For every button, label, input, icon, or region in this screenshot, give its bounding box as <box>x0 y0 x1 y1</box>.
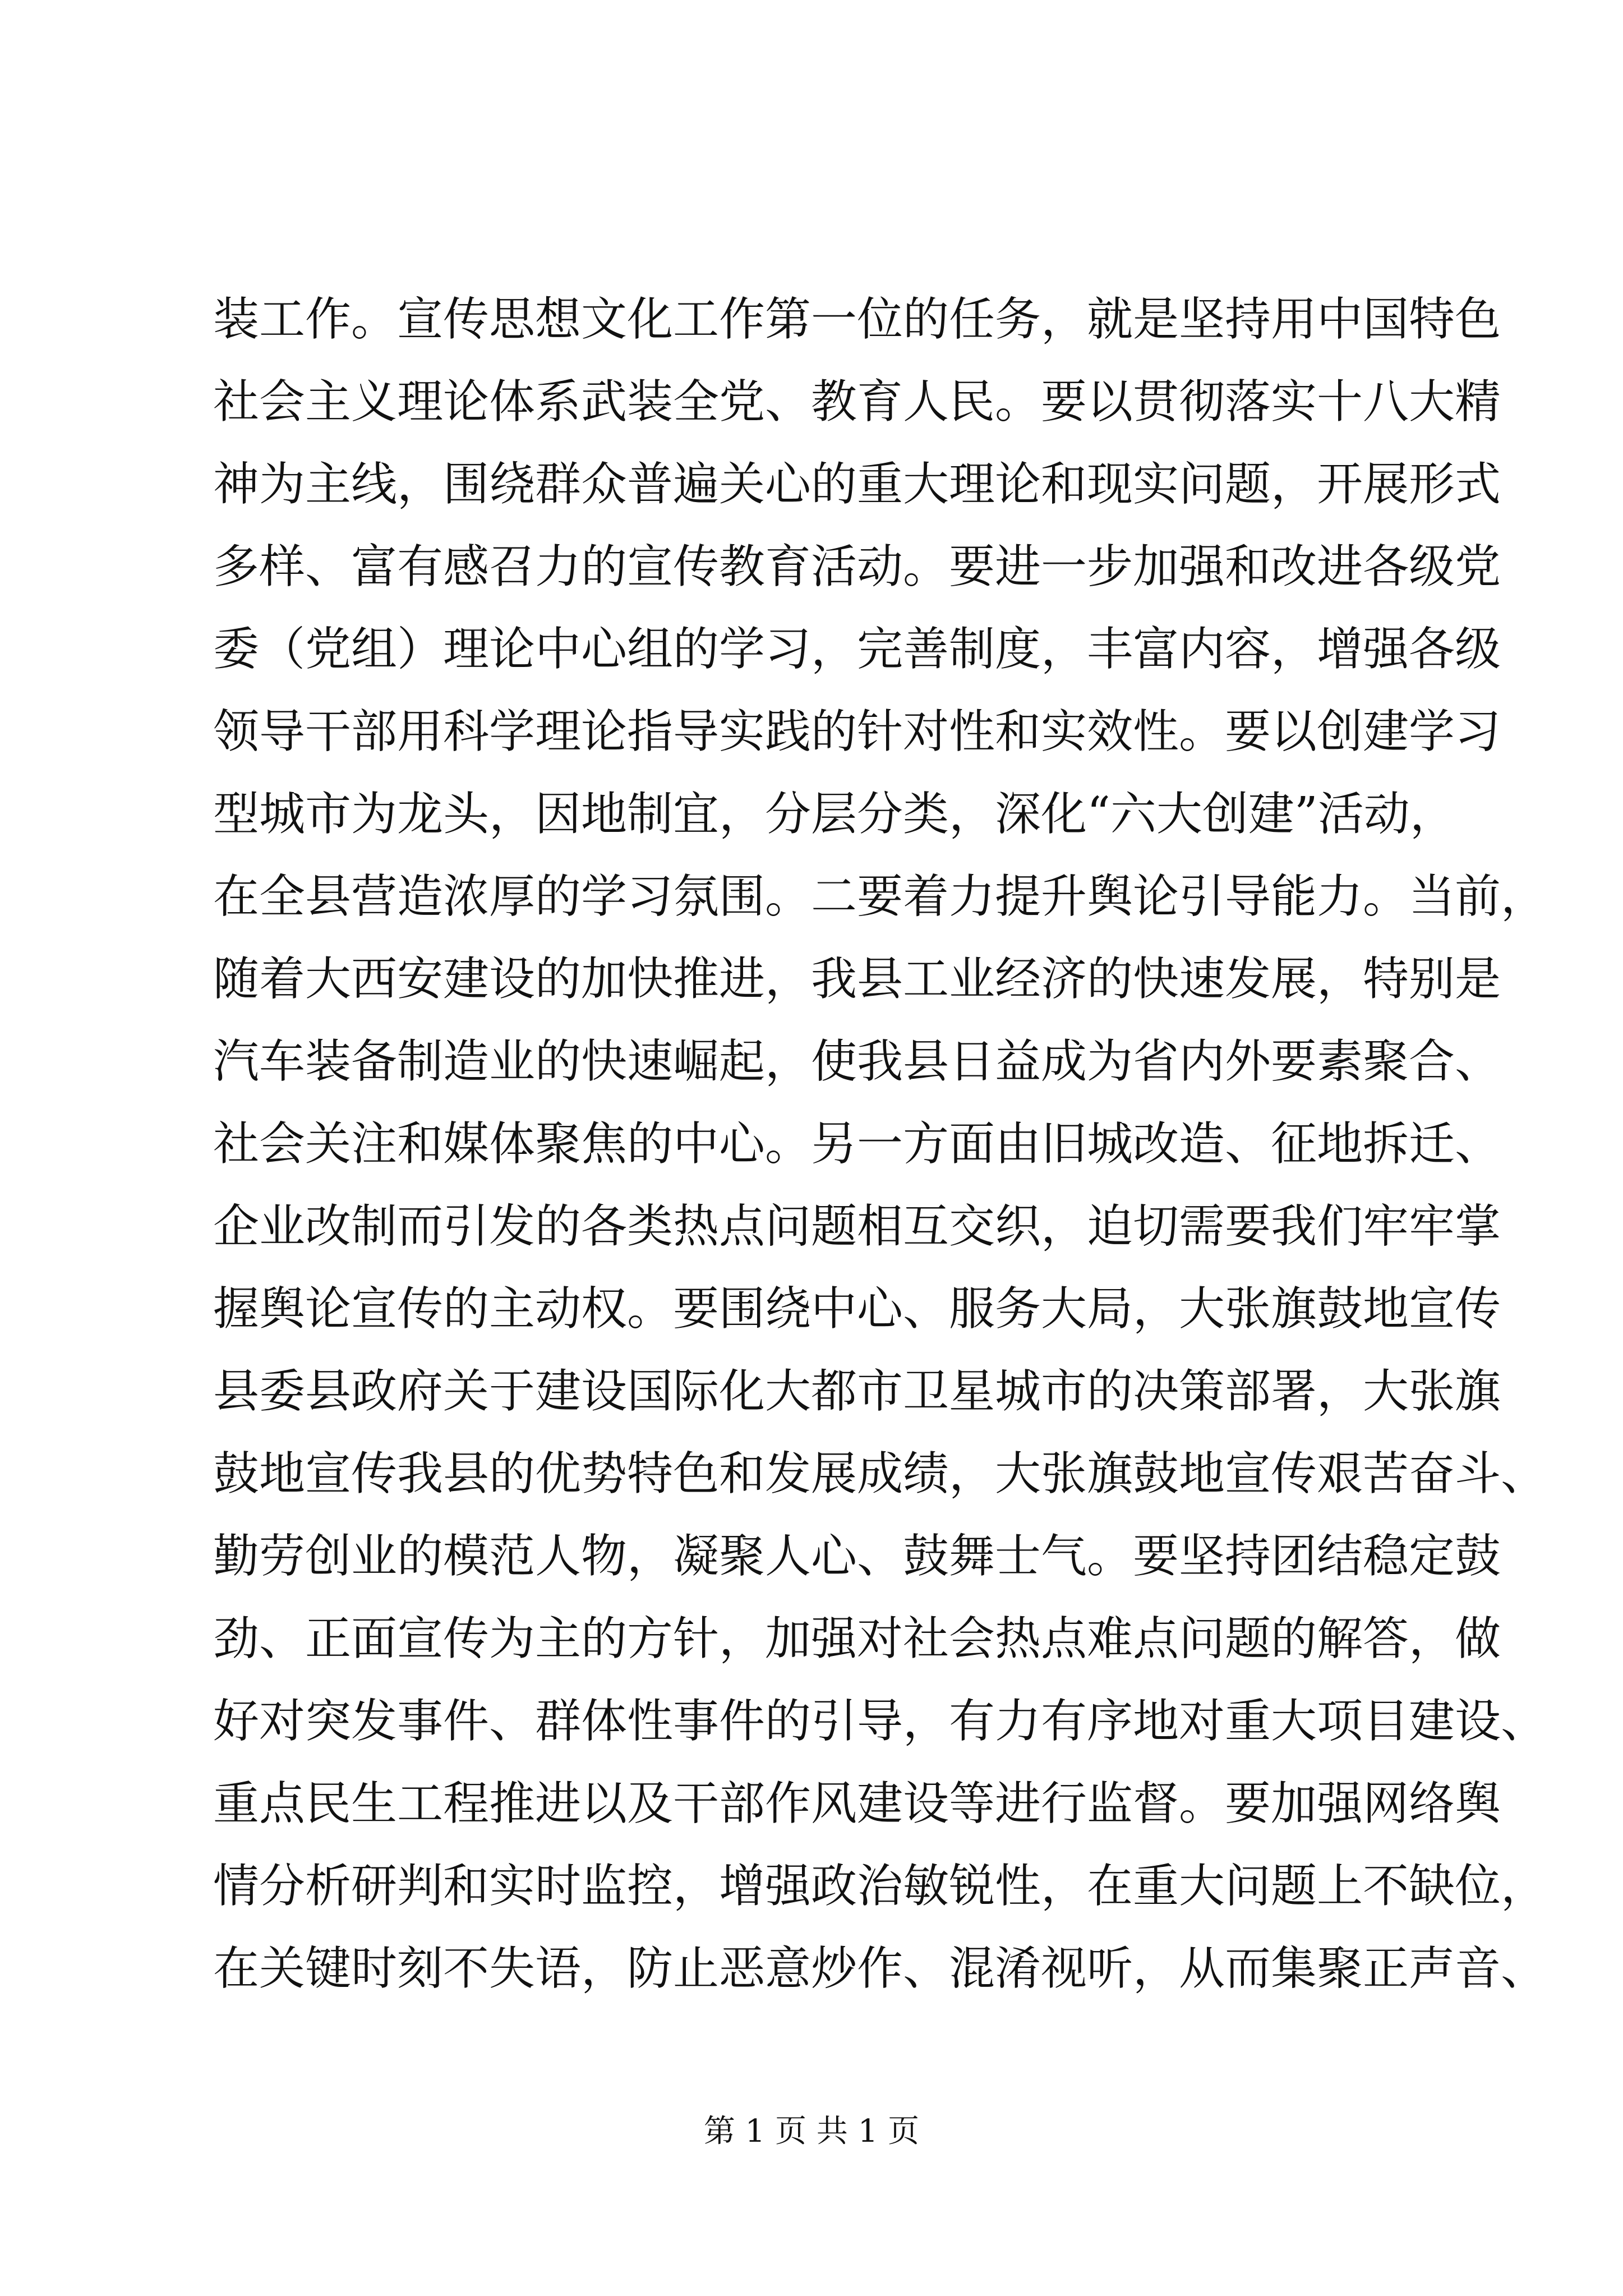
body-text <box>213 278 1547 2010</box>
page-footer: 第 1 页 共 1 页 <box>703 2113 920 2150</box>
text-line: 委（党组）理论中心组的学习，完善制度，丰富内容，增强各级 <box>213 623 1501 676</box>
text-line: 装工作。宣传思想文化工作第一位的任务，就是坚持用中国特色 <box>213 293 1501 346</box>
text-line: 劲、正面宣传为主的方针，加强对社会热点难点问题的解答，做 <box>213 1612 1501 1665</box>
text-line: 在全县营造浓厚的学习氛围。二要着力提升舆论引导能力。当前， <box>213 870 1547 923</box>
text-line: 握舆论宣传的主动权。要围绕中心、服务大局，大张旗鼓地宣传 <box>213 1282 1501 1336</box>
text-line: 情分析研判和实时监控，增强政治敏锐性，在重大问题上不缺位， <box>213 1860 1547 1913</box>
text-line: 随着大西安建设的加快推进，我县工业经济的快速发展，特别是 <box>213 953 1501 1006</box>
text-line: 企业改制而引发的各类热点问题相互交织，迫切需要我们牢牢掌 <box>213 1200 1501 1253</box>
text-line: 鼓地宣传我县的优势特色和发展成绩，大张旗鼓地宣传艰苦奋斗、 <box>213 1447 1547 1501</box>
text-line: 社会主义理论体系武装全党、教育人民。要以贯彻落实十八大精 <box>213 375 1501 429</box>
text-line: 多样、富有感召力的宣传教育活动。要进一步加强和改进各级党 <box>213 540 1501 593</box>
text-line: 好对突发事件、群体性事件的引导，有力有序地对重大项目建设、 <box>213 1695 1547 1748</box>
text-line: 社会关注和媒体聚焦的中心。另一方面由旧城改造、征地拆迁、 <box>213 1117 1501 1171</box>
text-line: 领导干部用科学理论指导实践的针对性和实效性。要以创建学习 <box>213 705 1501 758</box>
text-line: 神为主线，围绕群众普遍关心的重大理论和现实问题，开展形式 <box>213 458 1501 511</box>
text-line: 汽车装备制造业的快速崛起，使我县日益成为省内外要素聚合、 <box>213 1035 1501 1088</box>
text-line: 重点民生工程推进以及干部作风建设等进行监督。要加强网络舆 <box>213 1777 1501 1830</box>
text-line: 在关键时刻不失语，防止恶意炒作、混淆视听，从而集聚正声音、 <box>213 1942 1547 1995</box>
text-line: 勤劳创业的模范人物，凝聚人心、鼓舞士气。要坚持团结稳定鼓 <box>213 1530 1501 1583</box>
text-line: 县委县政府关于建设国际化大都市卫星城市的决策部署，大张旗 <box>213 1365 1501 1418</box>
text-line: 型城市为龙头，因地制宜，分层分类，深化“六大创建”活动， <box>213 788 1456 841</box>
